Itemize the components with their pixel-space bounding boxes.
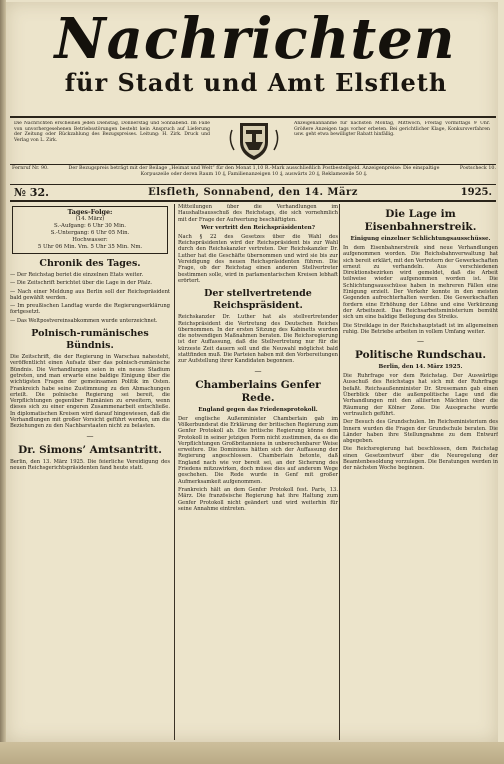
stellvertreter-text: Reichskanzler Dr. Luther hat als stellvertretender Reichspräsident die Vertretung des Deutschen Reiches übernommen. In der ersten Sitzung des Kabinetts wurden die notwendigen Maßnahmen beraten. Die Reichsregierung ist der Auffassung, daß die Stellvertretung nur für die kürzeste Zeit dauern soll und die Neuwahl möglichst bald stattfinden muß. Die Parteien haben mit den Vorbereitungen zur Aufstellung ihrer Kandidaten begonnen. [178, 314, 338, 365]
simons-text: Berlin, den 13. März 1925. Die feierliche Vereidigung des neuen Reichsgerichtspräsidenten fand heute statt. [10, 458, 170, 471]
eisenbahn-subheading: Einigung einzelner Schlichtungsausschüsse. [350, 236, 491, 242]
column-3 [339, 204, 498, 740]
polnisch-text: Die Zeitschrift, die der Regierung in Warschau nahesteht, veröffentlicht einen Aufsatz über das polnisch-rumänische Bündnis. Die Verhandlungen seien in ein neues Stadium getreten, und man erwarte eine baldige Einigung über die wichtigsten Fragen der gemeinsamen Politik im Osten. Frankreich habe seine Zustimmung zu den Abmachungen erteilt. Die polnische Regierung sei bereit, die Verpflichtungen gegenüber Rumänien zu erweitern, wenn dieses sich zu einer engeren Zusammenarbeit entschließe. In diplomatischen Kreisen wird darauf hingewiesen, daß die Verhandlungen mit großer Vorsicht geführt werden, um die Beziehungen zu den Nachbarstaaten nicht zu belasten. [10, 354, 170, 430]
publication-info: Die Nachrichten erscheinen jeden Dienstag, Donnerstag und Sonnabend. Im Falle von unvorhergesehenen Betriebsstörungen besteht kein Anspruch auf Lieferung der Zeitung oder Rückzahlung des Bezugspreises. Leitung: H. Zirk. Druck und Verlag von L. Zirk. [14, 121, 210, 143]
chronik-heading: Chronik des Tages. [39, 258, 141, 269]
chamberlain-heading: Chamberlains Genfer Rede. [195, 378, 321, 404]
section-divider: — [86, 431, 94, 440]
eisenbahn-text: In dem Eisenbahnerstreik sind neue Verhandlungen aufgenommen worden. Die Reichsbahnverwaltung hat sich bereit erklärt, mit den Vertretern der Gewerkschaften erneut zu verhandeln. Aus verschiedenen Direktionsbezirken wird gemeldet, daß die Arbeit teilweise wieder aufgenommen worden ist. Die Schlichtungsausschüsse haben in mehreren Fällen eine Einigung erzielt. Der Verkehr konnte in den meisten Gegenden aufrechterhalten werden. Die Gewerkschaften fordern eine Erhöhung der Löhne und eine Verkürzung der Arbeitszeit. Das Reichsarbeitsministerium bemüht sich um eine baldige Beilegung des Streiks. [343, 245, 498, 321]
chamberlain-subheading: England gegen das Friedensprotokoll. [198, 406, 318, 413]
subscription-prices: Der Bezugspreis beträgt mit der Beilage „Heimat und Welt“ für den Monat 1,10 R.-Mark ausschließlich Postbestellgeld. Anzeigenpreise: Die einspaltige Korpuszeile oder deren Raum 10 ₰, Familienanzeigen 10 ₰, auswärts 20 ₰, Reklamezeile 50 ₰. [68, 166, 440, 177]
column-2-opening-text: Mitteilungen über die Verhandlungen im Haushaltsausschuß des Reichstags, die sich vornehmlich mit der Frage der Aufwertung beschäftigten. [178, 204, 338, 223]
postal-account: Postscheck 10. [459, 166, 496, 171]
advertising-info: Anzeigenannahme für nächsten Montag, Mittwoch, Freitag vormittags 9 Uhr. Größere Anzeigen tags vorher erbeten. Bei gerichtlicher Klage, Konkursverfahren usw. geht etwa bewilligter Rabatt hinfällig. [294, 121, 490, 138]
grundschule-text: Der Besuch des Grundschulen. Im Reichsministerium des Innern wurden die Fragen der Grundschule beraten. Die Länder haben ihre Stellungnahme zu dem Entwurf abgegeben. [343, 419, 498, 445]
place-date: Elsfleth, Sonnabend, den 14. März [148, 187, 358, 198]
chronik-item: — Der Reichstag beriet die einzelnen Etats weiter. [10, 272, 144, 278]
tides-date: (14. März) [75, 216, 105, 222]
price-line [10, 164, 496, 185]
issue-year: 1925. [460, 187, 492, 198]
simons-heading: Dr. Simons’ Amtsantritt. [18, 443, 162, 456]
ruhrfrage-text: Die Ruhrfrage vor dem Reichstag. Der Auswärtige Ausschuß des Reichstags hat sich mit der Ruhrfrage befaßt. Reichsaußenminister Dr. Stresemann gab einen Überblick über die außenpolitische Lage und die Verhandlungen mit den alliierten Mächten über die Räumung der Kölner Zone. Die Aussprache wurde vertraulich geführt. [343, 373, 498, 417]
chronik-item: — Im preußischen Landtag wurde die Regierungserklärung fortgesetzt. [10, 303, 170, 316]
eisenbahn-heading: Die Lage im Eisenbahnerstreik. [364, 208, 477, 233]
phone-number: Fernruf Nr. 90. [12, 166, 49, 171]
page-bottom-edge [0, 742, 504, 764]
praesident-text: Nach § 22 des Gesetzes über die Wahl des Reichspräsidenten wird der Reichspräsident bis zur Wahl durch den Reichskanzler vertreten. Der Reichskanzler Dr. Luther hat die Geschäfte übernommen und wird sie bis zur Vereidigung des neuen Reichspräsidenten führen. Die Frage, ob der Reichstag einen anderen Stellvertreter bestimmen solle, wird in parlamentarischen Kreisen lebhaft erörtert. [178, 233, 338, 284]
praesident-subheading: Wer vertritt den Reichspräsidenten? [200, 224, 316, 231]
rundschau-dateline: Berlin, den 14. März 1925. [378, 364, 463, 371]
tides-title: Tages-Folge: [67, 208, 113, 216]
tides-line: Hochwasser: [72, 237, 108, 243]
newspaper-page [6, 2, 498, 742]
tides-line: S.-Aufgang: 6 Uhr 30 Min. [54, 223, 126, 229]
stellvertreter-heading: Der stellvertretende Reichspräsident. [204, 288, 312, 312]
tides-box [12, 206, 168, 254]
rundschau-heading: Politische Rundschau. [354, 349, 487, 362]
section-divider: — [254, 366, 262, 375]
chronik-item: — Nach einer Meldung aus Berlin soll der Reichspräsident bald gewählt werden. [10, 288, 170, 301]
chronik-item: — Das Weltpostvereinsabkommen wurde unterzeichnet. [10, 317, 158, 324]
column-2 [174, 204, 338, 740]
besoldung-text: Die Reichsregierung hat beschlossen, dem Reichstag einen Gesetzentwurf über die Neuregelung der Beamtenbesoldung vorzulegen. Die Beratungen werden in der nächsten Woche beginnen. [343, 446, 498, 472]
newspaper-subtitle: für Stadt und Amt Elsfleth [64, 68, 448, 97]
issue-number: № 32. [14, 186, 49, 199]
frankreich-text: Frankreich hält an dem Genfer Protokoll fest. Paris, 13. März. Die französische Regierung hat ihre Haltung zum Genfer Protokoll nicht geändert und wird weiterhin für seine Annahme eintreten. [178, 486, 338, 512]
section-divider: — [417, 337, 424, 346]
info-band [10, 116, 496, 165]
polnisch-heading: Polnisch-rumänisches Bündnis. [31, 328, 149, 352]
newspaper-title: Nachrichten [54, 8, 456, 70]
column-1 [10, 204, 170, 740]
town-crest-icon [226, 120, 282, 162]
chronik-item: — Die Zeitschrift berichtet über die Lage in der Pfalz. [10, 280, 153, 287]
streiklage-text: Die Streiklage in der Reichshauptstadt ist im allgemeinen ruhig. Die Betriebe arbeiten in vollem Umfang weiter. [343, 322, 498, 335]
dateline [10, 186, 496, 202]
chamberlain-text: Der englische Außenminister Chamberlain gab im Völkerbundsrat die Erklärung der britischen Regierung zum Genfer Protokoll ab. Die britische Regierung könne dem Protokoll in seiner jetzigen Form nicht zustimmen, da es die Verpflichtungen Großbritanniens in unberechenbarer Weise erweitere. Die Dominions hätten sich der Auffassung der Regierung angeschlossen. Chamberlain betonte, daß England nach wie vor bereit sei, an der Sicherung des Friedens mitzuwirken, doch müsse dies auf anderem Wege geschehen. Die Rede wurde in Genf mit großer Aufmerksamkeit aufgenommen. [178, 415, 338, 485]
tides-line: S.-Untergang: 6 Uhr 05 Min. [50, 230, 130, 236]
tides-line: 5 Uhr 06 Min. Vm. 5 Uhr 35 Min. Nm. [37, 244, 143, 250]
masthead [6, 2, 498, 114]
